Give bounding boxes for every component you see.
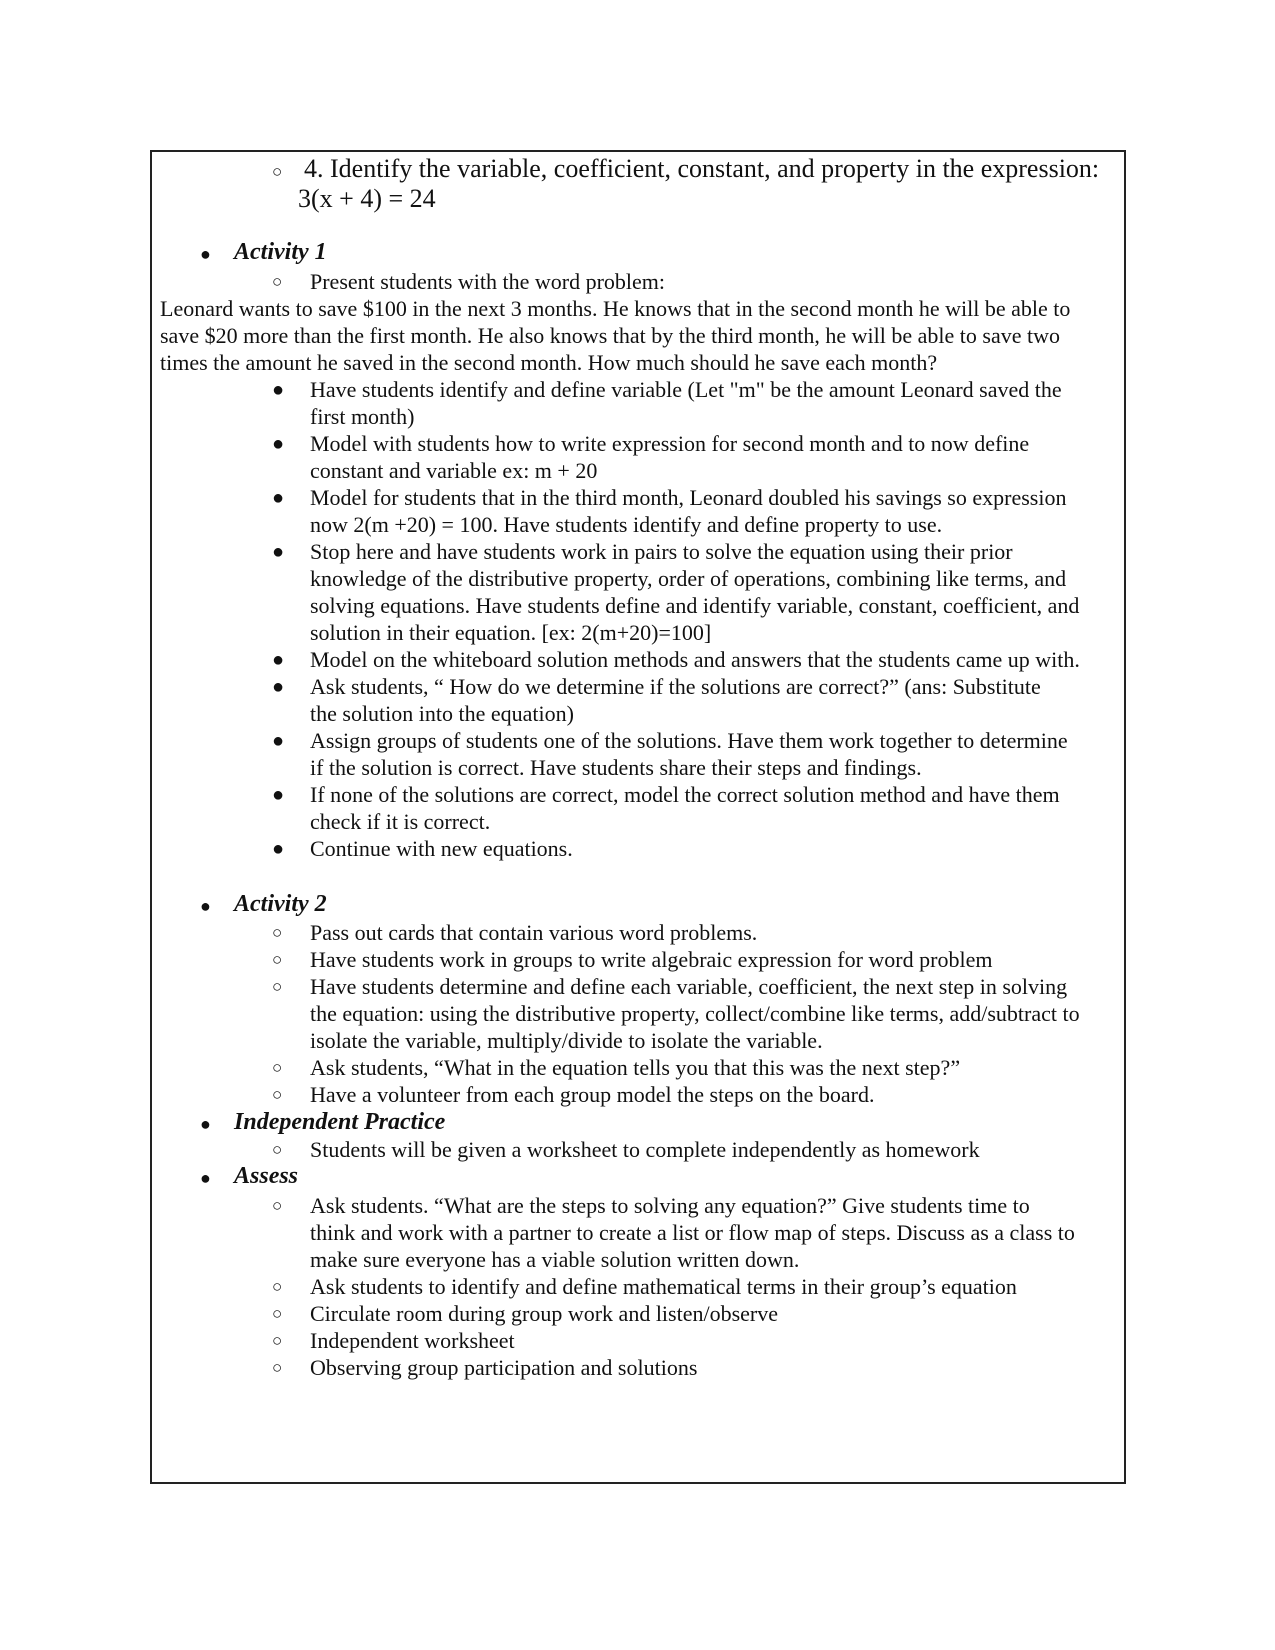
- as-item5-line-1: Observing group participation and solutions: [310, 1355, 698, 1380]
- step7-line-1: Assign groups of students one of the solutions. Have them work together to determine: [310, 728, 1068, 753]
- step6-line-2: the solution into the equation): [310, 701, 574, 726]
- as-item2-line-1: Ask students to identify and define mathematical terms in their group’s equation: [310, 1274, 1017, 1299]
- ring-bullet: ○: [272, 1196, 283, 1215]
- step7-line-2: if the solution is correct. Have students share their steps and findings.: [310, 755, 922, 780]
- bullet: ●: [272, 838, 285, 860]
- a2-item5-line-1: Have a volunteer from each group model the steps on the board.: [310, 1082, 875, 1107]
- ring-bullet: ○: [272, 162, 283, 181]
- as-item1-line-2: think and work with a partner to create a list or flow map of steps. Discuss as a class to: [310, 1220, 1075, 1245]
- step4-line-3: solving equations. Have students define and identify variable, constant, coefficient, and: [310, 593, 1080, 618]
- as-item3-line-1: Circulate room during group work and listen/observe: [310, 1301, 779, 1326]
- step1-line-2: first month): [310, 404, 415, 429]
- bullet: ●: [200, 1114, 211, 1134]
- step1-line-1: Have students identify and define variable (Let "m" be the amount Leonard saved the: [310, 377, 1062, 402]
- bullet: ●: [272, 379, 285, 401]
- a2-item3-line-2: the equation: using the distributive property, collect/combine like terms, add/subtract to: [310, 1001, 1080, 1026]
- bullet: ●: [272, 487, 285, 509]
- ring-bullet: ○: [272, 1140, 283, 1159]
- ring-bullet: ○: [272, 923, 283, 942]
- a2-item1-line-1: Pass out cards that contain various word problems.: [310, 920, 758, 945]
- bullet: ●: [272, 784, 285, 806]
- ring-bullet: ○: [272, 1358, 283, 1377]
- as-item4-line-1: Independent worksheet: [310, 1328, 515, 1353]
- ring-bullet: ○: [272, 1331, 283, 1350]
- ip-item1-line-1: Students will be given a worksheet to complete independently as homework: [310, 1137, 980, 1162]
- step2-line-1: Model with students how to write expression for second month and to now define: [310, 431, 1030, 456]
- activity2-heading: Activity 2: [234, 891, 327, 917]
- ring-bullet: ○: [272, 977, 283, 996]
- problem-line-1: Leonard wants to save $100 in the next 3 months. He knows that in the second month he will be able to: [160, 296, 1071, 321]
- step8-line-2: check if it is correct.: [310, 809, 491, 834]
- ring-bullet: ○: [272, 1277, 283, 1296]
- step4-line-4: solution in their equation. [ex: 2(m+20)=100]: [310, 620, 712, 645]
- step4-line-1: Stop here and have students work in pairs to solve the equation using their prior: [310, 539, 1013, 564]
- bullet: ●: [200, 896, 211, 916]
- independent-heading: Independent Practice: [234, 1109, 446, 1135]
- ring-bullet: ○: [272, 950, 283, 969]
- bullet: ●: [200, 244, 211, 264]
- a2-item3-line-1: Have students determine and define each variable, coefficient, the next step in solving: [310, 974, 1068, 999]
- step8-line-1: If none of the solutions are correct, model the correct solution method and have them: [310, 782, 1060, 807]
- ring-bullet: ○: [272, 1058, 283, 1077]
- step4-line-2: knowledge of the distributive property, order of operations, combining like terms, and: [310, 566, 1067, 591]
- ring-bullet: ○: [272, 272, 283, 291]
- problem-line-2: save $20 more than the first month. He also knows that by the third month, he will be able to save two: [160, 323, 1060, 348]
- assess-heading: Assess: [234, 1163, 299, 1189]
- step2-line-2: constant and variable ex: m + 20: [310, 458, 598, 483]
- bullet: ●: [272, 649, 285, 671]
- ring-bullet: ○: [272, 1304, 283, 1323]
- as-item1-line-3: make sure everyone has a viable solution written down.: [310, 1247, 800, 1272]
- a2-item2-line-1: Have students work in groups to write algebraic expression for word problem: [310, 947, 993, 972]
- bullet: ●: [272, 433, 285, 455]
- bullet: ●: [272, 730, 285, 752]
- bullet: ●: [272, 676, 285, 698]
- step5-line-1: Model on the whiteboard solution methods and answers that the students came up with.: [310, 647, 1080, 672]
- step3-line-2: now 2(m +20) = 100. Have students identify and define property to use.: [310, 512, 943, 537]
- a2-item3-line-3: isolate the variable, multiply/divide to isolate the variable.: [310, 1028, 823, 1053]
- opening-item-line-2: 3(x + 4) = 24: [298, 184, 436, 213]
- ring-bullet: ○: [272, 1085, 283, 1104]
- step9-line-1: Continue with new equations.: [310, 836, 573, 861]
- a2-item4-line-1: Ask students, “What in the equation tells you that this was the next step?”: [310, 1055, 961, 1080]
- problem-line-3: times the amount he saved in the second month. How much should he save each month?: [160, 350, 938, 375]
- bullet: ●: [200, 1168, 211, 1188]
- activity1-heading: Activity 1: [234, 239, 327, 265]
- as-item1-line-1: Ask students. “What are the steps to solving any equation?” Give students time to: [310, 1193, 1030, 1218]
- bullet: ●: [272, 541, 285, 563]
- opening-item-line-1: 4. Identify the variable, coefficient, constant, and property in the expression:: [304, 154, 1100, 183]
- step3-line-1: Model for students that in the third month, Leonard doubled his savings so expression: [310, 485, 1067, 510]
- activity1-sub: Present students with the word problem:: [310, 269, 666, 294]
- step6-line-1: Ask students, “ How do we determine if the solutions are correct?” (ans: Substitute: [310, 674, 1041, 699]
